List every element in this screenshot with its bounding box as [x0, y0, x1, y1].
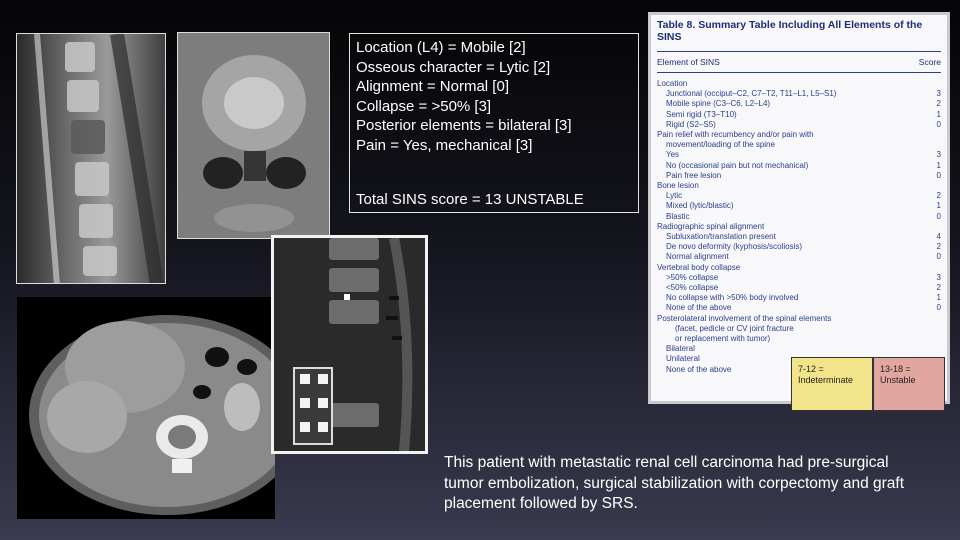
table-row-score: [925, 140, 941, 150]
table-row-label: De novo deformity (kyphosis/scoliosis): [666, 242, 803, 252]
table-row-label: Semi rigid (T3–T10): [666, 109, 737, 119]
table-row-label: >50% collapse: [666, 272, 719, 282]
sagittal-ct-image: [271, 235, 428, 454]
table-row-score: 3: [936, 272, 941, 282]
table-row: [657, 314, 941, 324]
table-row-score: 3: [936, 150, 941, 160]
table-title: Table 8. Summary Table Including All Elements of the SINS: [657, 19, 923, 43]
table-row: [657, 242, 941, 252]
table-row: [657, 222, 941, 232]
table-row-score: 1: [936, 293, 941, 303]
table-row: [657, 181, 941, 191]
finding-osseous: Osseous character = Lytic [2]: [356, 58, 551, 76]
case-caption: This patient with metastatic renal cell carcinoma had pre-surgical tumor embolization, surgical stabilization with corpectomy and graft placement followed by SRS.: [444, 454, 905, 512]
sagittal-mri-image: [16, 33, 166, 284]
sins-summary-table: [648, 12, 950, 404]
table-row-label: Rigid (S2–S5): [666, 119, 716, 129]
total-sins-score: Total SINS score = 13 UNSTABLE: [356, 191, 584, 208]
axial-ct-image: [17, 297, 275, 519]
table-row-score: 2: [936, 99, 941, 109]
table-row-score: [925, 314, 941, 324]
finding-pain: Pain = Yes, mechanical [3]: [356, 136, 533, 154]
table-row-label: Bilateral: [666, 344, 695, 354]
table-row-label: Pain free lesion: [666, 170, 722, 180]
table-row-label: None of the above: [666, 364, 732, 374]
table-row-score: [925, 130, 941, 140]
table-row: [657, 293, 941, 303]
table-row-label: Vertebral body collapse: [657, 262, 741, 272]
finding-posterior: Posterior elements = bilateral [3]: [356, 117, 572, 134]
table-row: [657, 79, 941, 89]
table-row-label: Normal alignment: [666, 252, 729, 262]
table-row-label: Subluxation/translation present: [666, 232, 776, 242]
table-row-label: <50% collapse: [666, 283, 719, 293]
table-row-label: Radiographic spinal alignment: [657, 221, 765, 231]
table-row-label: (facet, pedicle or CV joint fracture: [675, 323, 794, 333]
table-row: [657, 303, 941, 313]
table-row-score: 1: [936, 109, 941, 119]
table-header: [657, 51, 941, 73]
table-row: [657, 110, 941, 120]
table-row-label: Junctional (occiput–C2, C7–T2, T11–L1, L5–S1): [666, 89, 837, 99]
legend-indeterminate: [791, 357, 873, 411]
table-row-score: 3: [936, 89, 941, 99]
table-row: [657, 99, 941, 109]
table-row-label: Bone lesion: [657, 181, 699, 191]
table-row-label: Mixed (lytic/blastic): [666, 201, 734, 211]
table-row-label: Blastic: [666, 211, 690, 221]
legend-unstable-text: 13-18 = Unstable: [880, 364, 916, 385]
table-row-label: No (occasional pain but not mechanical): [666, 160, 809, 170]
table-row-score: 1: [936, 201, 941, 211]
table-row-score: 2: [936, 191, 941, 201]
table-row: [657, 161, 941, 171]
finding-location: Location (L4) = Mobile [2]: [356, 39, 526, 56]
table-row-score: 0: [936, 119, 941, 129]
table-row: [657, 263, 941, 273]
table-row: [657, 334, 941, 344]
table-row-label: No collapse with >50% body involved: [666, 293, 799, 303]
table-row-label: None of the above: [666, 303, 732, 313]
table-row: [657, 273, 941, 283]
table-row-score: 0: [936, 303, 941, 313]
table-row-score: 2: [936, 242, 941, 252]
table-row-score: [925, 344, 941, 354]
table-row: [657, 130, 941, 140]
table-row-score: [925, 222, 941, 232]
table-row-score: 1: [936, 160, 941, 170]
table-row-label: Yes: [666, 150, 680, 160]
table-row-score: [925, 334, 941, 344]
table-row-score: [925, 263, 941, 273]
table-row-score: 0: [936, 170, 941, 180]
table-row-score: 0: [936, 211, 941, 221]
table-row: [657, 283, 941, 293]
table-row: [657, 89, 941, 99]
table-row: [657, 344, 941, 354]
col-score: Score: [918, 57, 941, 67]
table-row-score: [925, 79, 941, 89]
table-row-label: Unilateral: [666, 354, 700, 364]
table-row: [657, 150, 941, 160]
table-row-score: [925, 181, 941, 191]
table-row: [657, 212, 941, 222]
table-row: [657, 191, 941, 201]
table-row-label: or replacement with tumor): [675, 334, 771, 344]
table-row-score: [925, 324, 941, 334]
col-element: Element of SINS: [657, 57, 720, 67]
finding-alignment: Alignment = Normal [0]: [356, 78, 509, 95]
table-row-score: 0: [936, 252, 941, 262]
legend-unstable: [873, 357, 945, 411]
table-row-score: 4: [936, 232, 941, 242]
table-row-label: movement/loading of the spine: [666, 140, 775, 150]
table-row: [657, 171, 941, 181]
sins-findings-box: [349, 33, 639, 213]
table-row: [657, 324, 941, 334]
finding-collapse: Collapse = >50% [3]: [356, 97, 492, 115]
table-row: [657, 201, 941, 211]
table-row-label: Mobile spine (C3–C6, L2–L4): [666, 99, 771, 109]
table-row-score: 2: [936, 283, 941, 293]
table-row: [657, 120, 941, 130]
table-row-label: Lytic: [666, 191, 683, 201]
table-row-label: Location: [657, 79, 688, 88]
table-row: [657, 232, 941, 242]
table-row-label: Posterolateral involvement of the spinal elements: [657, 313, 832, 323]
table-body: [657, 79, 941, 375]
legend-indeterminate-text: 7-12 = Indeterminate: [798, 364, 854, 385]
table-row-label: Pain relief with recumbency and/or pain with: [657, 130, 814, 140]
axial-mri-image: [177, 32, 330, 239]
table-row: [657, 140, 941, 150]
table-row: [657, 252, 941, 262]
